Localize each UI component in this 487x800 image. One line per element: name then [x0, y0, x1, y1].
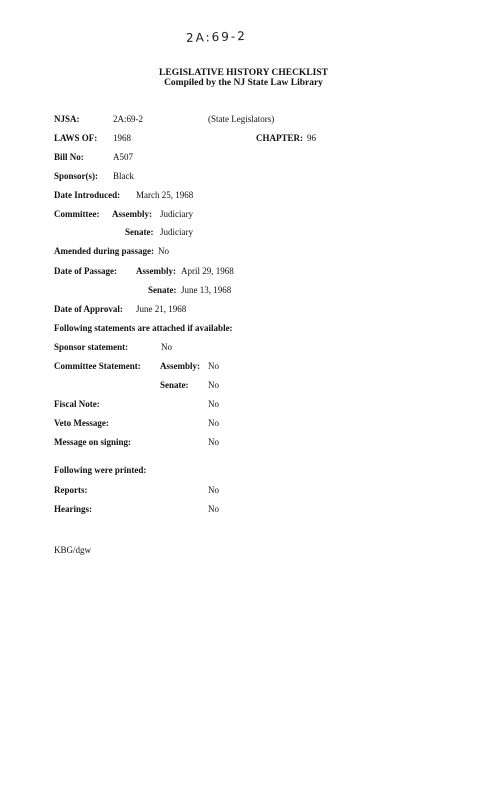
amended-label: Amended during passage:	[54, 246, 155, 256]
attached-heading: Following statements are attached if available:	[54, 323, 233, 333]
njsa-label: NJSA:	[54, 114, 80, 124]
fiscal-note-value: No	[208, 399, 219, 409]
passage-assembly-label: Assembly:	[136, 266, 176, 276]
hearings-label: Hearings:	[54, 504, 92, 514]
committee-statement-label: Committee Statement:	[54, 361, 141, 371]
sponsor-statement-label: Sponsor statement:	[54, 342, 129, 352]
date-of-approval-label: Date of Approval:	[54, 304, 123, 314]
chapter-value: 96	[307, 133, 316, 143]
message-on-signing-value: No	[208, 437, 219, 447]
committee-statement-assembly-label: Assembly:	[160, 361, 200, 371]
njsa-note: (State Legislators)	[208, 114, 275, 124]
date-introduced-label: Date Introduced:	[54, 190, 121, 200]
reports-label: Reports:	[54, 485, 88, 495]
committee-statement-senate-label: Senate:	[160, 380, 189, 390]
laws-of-value: 1968	[113, 133, 131, 143]
committee-statement-assembly-value: No	[208, 361, 219, 371]
passage-senate-label: Senate:	[148, 285, 177, 295]
fiscal-note-label: Fiscal Note:	[54, 399, 100, 409]
bill-no-value: A507	[113, 152, 133, 162]
passage-senate-value: June 13, 1968	[181, 285, 232, 295]
sponsor-statement-value: No	[161, 342, 172, 352]
amended-value: No	[158, 246, 169, 256]
committee-assembly-value: Judiciary	[160, 209, 193, 219]
committee-label: Committee:	[54, 209, 100, 219]
bill-no-label: Bill No:	[54, 152, 84, 162]
committee-assembly-label: Assembly:	[112, 209, 152, 219]
committee-senate-value: Judiciary	[160, 227, 193, 237]
message-on-signing-label: Message on signing:	[54, 437, 132, 447]
date-of-passage-label: Date of Passage:	[54, 266, 117, 276]
sponsors-label: Sponsor(s):	[54, 171, 99, 181]
sponsors-value: Black	[113, 171, 134, 181]
committee-statement-senate-value: No	[208, 380, 219, 390]
njsa-value: 2A:69-2	[113, 114, 143, 124]
laws-of-label: LAWS OF:	[54, 133, 98, 143]
date-of-approval-value: June 21, 1968	[136, 304, 187, 314]
printed-heading: Following were printed:	[54, 465, 147, 475]
committee-senate-label: Senate:	[125, 227, 154, 237]
typist-initials: KBG/dgw	[54, 545, 92, 555]
veto-message-value: No	[208, 418, 219, 428]
page-title: LEGISLATIVE HISTORY CHECKLIST	[159, 68, 328, 78]
page-subtitle: Compiled by the NJ State Law Library	[164, 78, 323, 88]
chapter-label: CHAPTER:	[256, 133, 303, 143]
veto-message-label: Veto Message:	[54, 418, 109, 428]
passage-assembly-value: April 29, 1968	[181, 266, 234, 276]
handwritten-note: 2A:69-2	[185, 28, 248, 46]
date-introduced-value: March 25, 1968	[136, 190, 194, 200]
reports-value: No	[208, 485, 219, 495]
hearings-value: No	[208, 504, 219, 514]
